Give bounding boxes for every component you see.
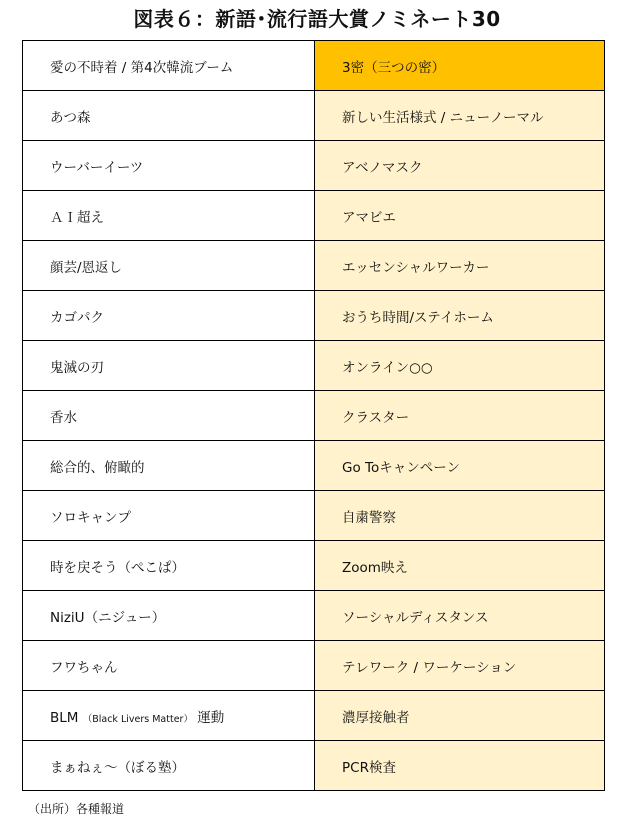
table-row — [23, 141, 605, 191]
table-row — [23, 391, 605, 441]
table-cell-left: ＡＩ超え — [23, 191, 315, 241]
table-row — [23, 741, 605, 791]
page-title: 図表６：新語･流行語大賞ノミネート30 — [133, 7, 501, 31]
table-cell-left: 愛の不時着 / 第4次韓流ブーム — [23, 41, 315, 91]
table-cell-left: あつ森 — [23, 91, 315, 141]
table-row — [23, 91, 605, 141]
table-row — [23, 641, 605, 691]
table-cell-right: Go Toキャンペーン — [315, 441, 605, 491]
table-cell-left: ウーバーイーツ — [23, 141, 315, 191]
table-cell-right: クラスター — [315, 391, 605, 441]
table-cell-right: アマビエ — [315, 191, 605, 241]
table-cell-right: Zoom映え — [315, 541, 605, 591]
table-cell-right: テレワーク / ワーケーション — [315, 641, 605, 691]
table-row — [23, 291, 605, 341]
table-row — [23, 441, 605, 491]
source-note: （出所）各種報道 — [28, 802, 125, 816]
table-cell-left: 総合的、俯瞰的 — [23, 441, 315, 491]
table-cell-right: エッセンシャルワーカー — [315, 241, 605, 291]
cell-text-tail: 運動 — [197, 709, 225, 726]
table-cell-right: 新しい生活様式 / ニューノーマル — [315, 91, 605, 141]
table-row — [23, 591, 605, 641]
table-cell-right: ソーシャルディスタンス — [315, 591, 605, 641]
nominee-table — [22, 40, 605, 791]
table-cell-left: ソロキャンプ — [23, 491, 315, 541]
table-cell-left: 香水 — [23, 391, 315, 441]
table-cell-left: 顔芸/恩返し — [23, 241, 315, 291]
table-cell-left: カゴパク — [23, 291, 315, 341]
table-cell-left: NiziU（ニジュー） — [23, 591, 315, 641]
table-cell-left — [23, 691, 315, 741]
table-row — [23, 41, 605, 91]
table-cell-left: 時を戻そう（ぺこぱ） — [23, 541, 315, 591]
cell-text-small: （Black Livers Matter） — [82, 713, 193, 725]
table-cell-right: アベノマスク — [315, 141, 605, 191]
table-row — [23, 191, 605, 241]
table-cell-right-highlighted: 3密（三つの密） — [315, 41, 605, 91]
table-cell-left: 鬼滅の刃 — [23, 341, 315, 391]
cell-text-main: BLM — [50, 709, 79, 726]
table-cell-left: まぁねぇ～（ぼる塾） — [23, 741, 315, 791]
table-cell-right: PCR検査 — [315, 741, 605, 791]
table-row — [23, 341, 605, 391]
table-cell-right: オンライン○○ — [315, 341, 605, 391]
table-cell-right: 濃厚接触者 — [315, 691, 605, 741]
table-cell-right: 自粛警察 — [315, 491, 605, 541]
table-row — [23, 541, 605, 591]
table-cell-right: おうち時間/ステイホーム — [315, 291, 605, 341]
table-row — [23, 491, 605, 541]
table-cell-left: フワちゃん — [23, 641, 315, 691]
table-row — [23, 241, 605, 291]
table-row — [23, 691, 605, 741]
